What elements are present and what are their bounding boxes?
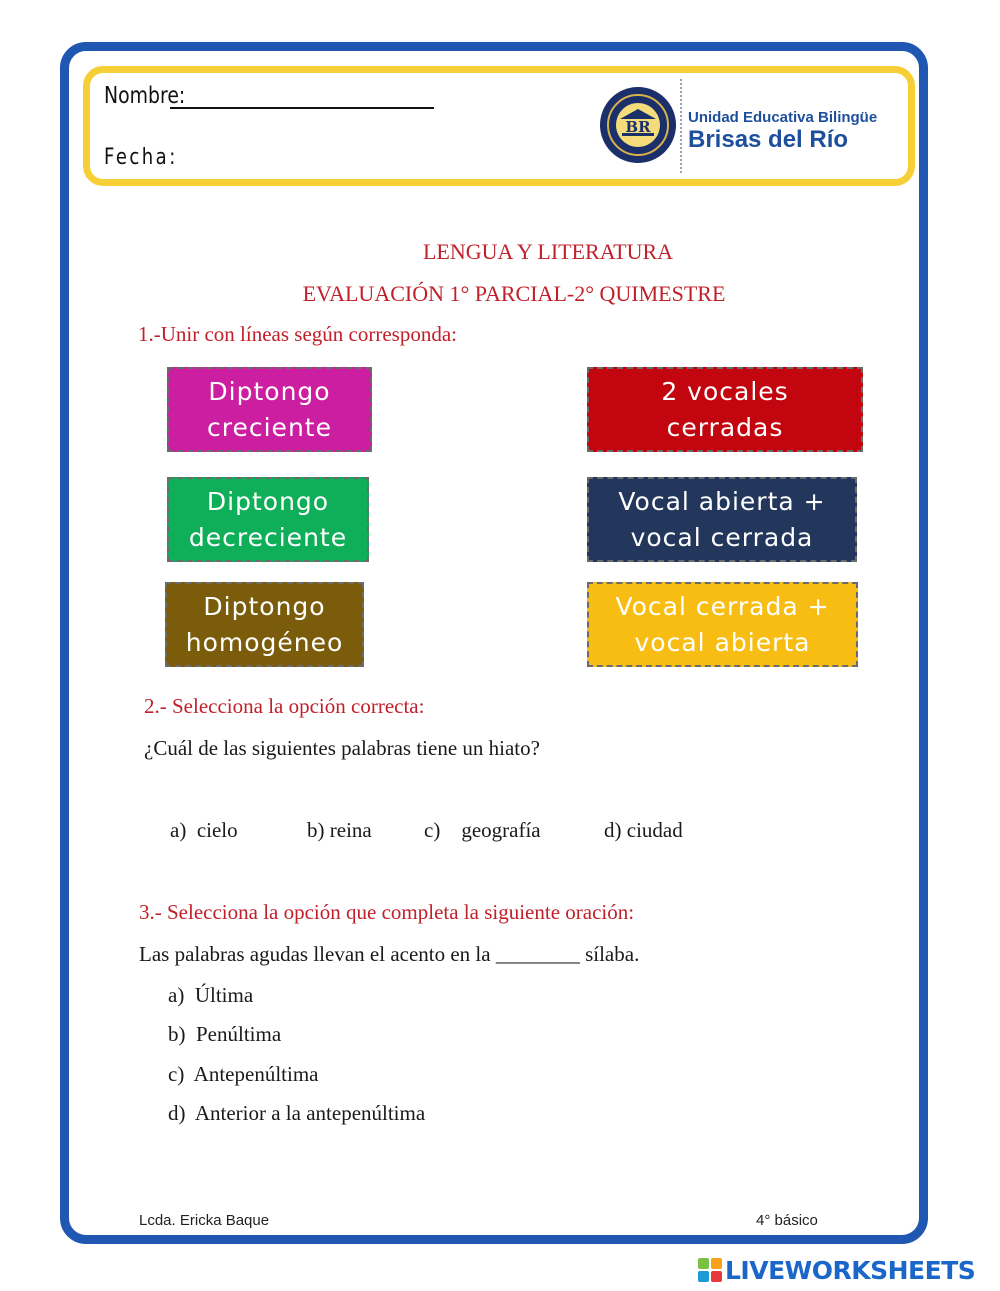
q2-option-b[interactable] <box>307 818 372 843</box>
q3-option-b[interactable] <box>168 1022 281 1047</box>
school-name-line2: Brisas del Río <box>688 126 849 153</box>
option-letter: c) <box>168 1062 185 1086</box>
match-box-left-2[interactable] <box>167 477 369 562</box>
option-text: reina <box>329 818 372 842</box>
seal-initials: BR <box>625 118 651 136</box>
name-label: Nombre: <box>104 83 186 109</box>
school-name-line1: Unidad Educativa Bilingüe <box>688 109 878 126</box>
option-text: cielo <box>196 818 238 842</box>
box-line: decreciente <box>188 522 348 552</box>
option-letter: d) <box>604 818 622 842</box>
match-box-right-1[interactable] <box>587 367 863 452</box>
subject-title: LENGUA Y LITERATURA <box>422 239 674 264</box>
option-text: Antepenúltima <box>193 1062 319 1086</box>
question-3-prompt: 3.- Selecciona la opción que completa la siguiente oración: <box>139 900 635 924</box>
box-line: homogéneo <box>185 627 344 657</box>
option-text: geografía <box>461 818 541 842</box>
option-letter: d) <box>168 1101 186 1125</box>
match-box-right-3[interactable] <box>587 582 858 667</box>
footer-grade: 4° básico <box>756 1212 818 1229</box>
footer-teacher: Lcda. Ericka Baque <box>139 1212 270 1229</box>
q2-option-a[interactable] <box>170 818 238 843</box>
option-letter: c) <box>424 818 441 842</box>
exam-title: EVALUACIÓN 1° PARCIAL-2° QUIMESTRE <box>302 281 726 306</box>
match-box-left-3[interactable] <box>165 582 364 667</box>
q3-option-a[interactable] <box>168 983 253 1008</box>
q2-option-d[interactable] <box>604 818 683 843</box>
box-line: 2 vocales <box>661 376 789 406</box>
option-text: Anterior a la antepenúltima <box>194 1101 426 1125</box>
header-panel <box>83 66 915 186</box>
liveworksheets-wordmark: LIVEWORKSHEETS <box>725 1255 976 1285</box>
box-line: cerradas <box>666 412 784 442</box>
box-line: Vocal cerrada + <box>615 591 830 621</box>
option-letter: a) <box>170 818 187 842</box>
option-text: ciudad <box>626 818 683 842</box>
option-letter: b) <box>307 818 325 842</box>
box-line: vocal cerrada <box>630 522 814 552</box>
q2-option-c[interactable] <box>424 818 541 843</box>
match-box-left-1[interactable] <box>167 367 372 452</box>
option-letter: b) <box>168 1022 186 1046</box>
option-text: Última <box>194 983 254 1007</box>
option-letter: a) <box>168 983 185 1007</box>
box-line: Diptongo <box>208 376 331 406</box>
school-seal-logo <box>598 85 678 165</box>
liveworksheets-brand[interactable] <box>698 1257 975 1283</box>
name-field[interactable] <box>170 107 434 109</box>
q3-option-d[interactable] <box>168 1101 425 1126</box>
box-line: Diptongo <box>206 486 330 516</box>
box-line: Diptongo <box>203 591 326 621</box>
liveworksheets-icon <box>698 1258 722 1282</box>
question-2-prompt: 2.- Selecciona la opción correcta: <box>144 694 425 718</box>
match-box-right-2[interactable] <box>587 477 857 562</box>
q3-option-c[interactable] <box>168 1062 318 1087</box>
option-text: Penúltima <box>196 1022 282 1046</box>
question-3-sentence: Las palabras agudas llevan el acento en la ________ sílaba. <box>139 942 640 966</box>
box-line: Vocal abierta + <box>618 486 826 516</box>
question-2-text: ¿Cuál de las siguientes palabras tiene un hiato? <box>144 736 540 760</box>
date-label: Fecha: <box>104 145 178 170</box>
header-divider <box>680 79 682 173</box>
box-line: creciente <box>207 412 332 442</box>
box-line: vocal abierta <box>634 627 811 657</box>
question-1-prompt: 1.-Unir con líneas según corresponda: <box>138 322 457 346</box>
